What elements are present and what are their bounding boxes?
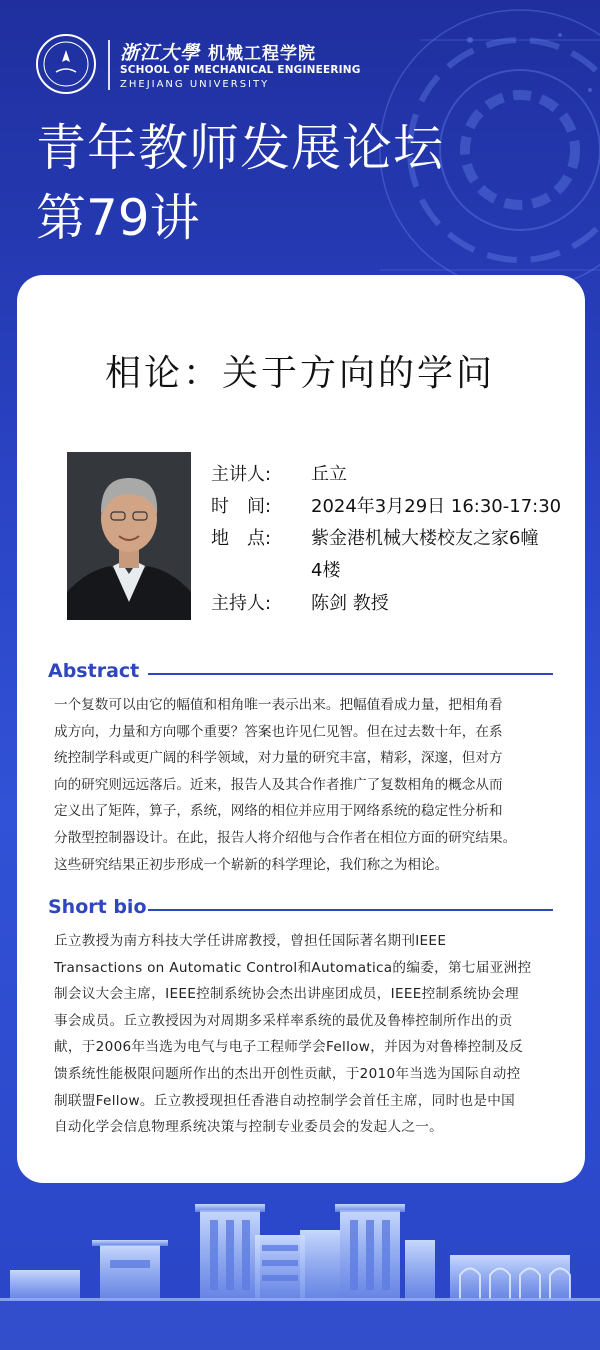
lecture-number: 第79讲 <box>36 189 200 247</box>
speaker-name: 丘立 <box>311 464 347 485</box>
bio-line: 制会议大会主席，IEEE控制系统协会杰出讲座团成员，IEEE控制系统协会理 <box>54 986 519 1003</box>
university-name-en: ZHEJIANG UNIVERSITY <box>120 79 270 90</box>
bio-line: 献，于2006年当选为电气与电子工程师学会Fellow，并因为对鲁棒控制及反 <box>54 1039 524 1056</box>
talk-title: 相论：关于方向的学问 <box>104 353 495 394</box>
speaker-photo <box>67 452 191 620</box>
school-name-en: SCHOOL OF MECHANICAL ENGINEERING <box>120 64 361 76</box>
logo-divider <box>108 40 110 90</box>
header <box>0 0 600 280</box>
abstract-heading: Abstract <box>48 660 140 682</box>
bio-line: 自动化学会信息物理系统决策与控制专业委员会的发起人之一。 <box>54 1119 444 1136</box>
abstract-line: 分散型控制器设计。在此，报告人将介绍他与合作者在相位方面的研究结果。 <box>54 829 517 846</box>
college-label: 机械工程学院 <box>208 44 317 64</box>
abstract-text <box>54 692 554 878</box>
bio-line: 馈系统性能极限问题所作出的杰出开创性贡献，于2010年当选为国际自动控 <box>54 1065 521 1082</box>
abstract-divider <box>148 673 553 675</box>
bio-line: 事会成员。丘立教授因为对周期多采样率系统的最优及鲁棒控制所作出的贡 <box>54 1012 513 1029</box>
place-value-cont: 4楼 <box>311 560 341 581</box>
bio-divider <box>148 909 553 911</box>
bio-line: Transactions on Automatic Control和Automatica的编委，第七届亚洲控 <box>54 959 532 976</box>
abstract-line: 成方向，力量和方向哪个重要？答案也许见仁见智。但在过去数十年，在系 <box>54 723 503 740</box>
school-name-cn: 浙江大學 <box>120 42 201 64</box>
abstract-line: 向的研究则远远落后。近来，报告人及其合作者推广了复数相角的概念从而 <box>54 776 503 793</box>
abstract-line: 定义出了矩阵，算子，系统，网络的相位并应用于网络系统的稳定性分析和 <box>54 803 503 820</box>
forum-title: 青年教师发展论坛 <box>36 119 444 177</box>
speaker-label: 主讲人: <box>211 464 272 485</box>
campus-skyline-illustration <box>0 1190 600 1350</box>
bio-line: 丘立教授为南方科技大学任讲席教授，曾担任国际著名期刊IEEE <box>54 933 447 949</box>
bio-heading: Short bio <box>48 896 147 918</box>
time-label: 时 间: <box>211 496 272 517</box>
college-name-cn <box>120 38 316 65</box>
host-name: 陈剑 教授 <box>311 593 389 614</box>
place-value: 紫金港机械大楼校友之家6幢 <box>311 528 539 549</box>
bio-text <box>54 928 554 1141</box>
time-value: 2024年3月29日 16:30-17:30 <box>311 496 562 517</box>
place-label: 地 点: <box>211 528 272 549</box>
abstract-line: 一个复数可以由它的幅值和相角唯一表示出来。把幅值看成力量，把相角看 <box>54 697 503 713</box>
abstract-line: 这些研究结果正初步形成一个崭新的科学理论，我们称之为相论。 <box>54 856 449 873</box>
university-seal-logo <box>36 34 96 94</box>
bio-line: 制联盟Fellow。丘立教授现担任香港自动控制学会首任主席，同时也是中国 <box>54 1092 516 1109</box>
host-label: 主持人: <box>211 593 272 614</box>
abstract-line: 统控制学科或更广阔的科学领域，对力量的研究丰富，精彩，深邃，但对方 <box>54 750 503 767</box>
